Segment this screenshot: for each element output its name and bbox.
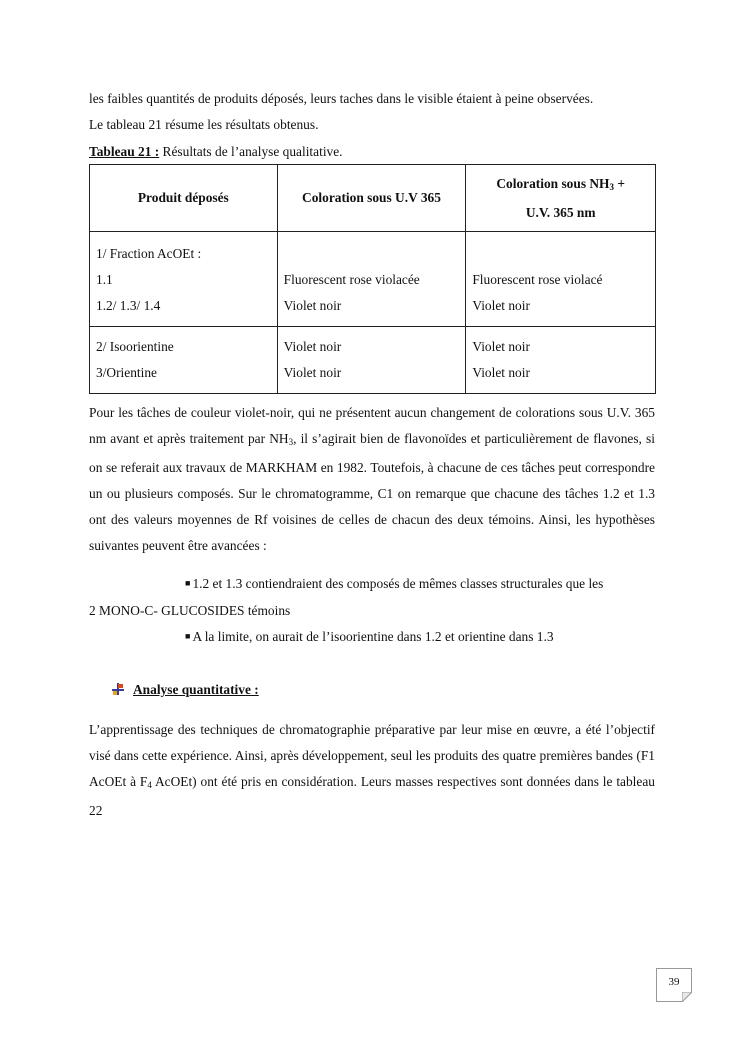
table-cell: Violet noir Violet noir [466, 327, 656, 394]
hypothesis-list [89, 571, 655, 651]
results-table [89, 164, 656, 394]
table-cell: Violet noir Violet noir [277, 327, 466, 394]
table-row [90, 232, 656, 327]
table-cell: Fluorescent rose violacée Violet noir [277, 232, 466, 327]
table-cell: 1/ Fraction AcOEt : 1.1 1.2/ 1.3/ 1.4 [90, 232, 278, 327]
table-header-row [90, 165, 656, 232]
discussion-paragraph: Pour les tâches de couleur violet-noir, qui ne présentent aucun changement de colorations sous U.V. 365 nm avant et après traitement par $NH_3$, il s’agirait bien de flavonoïdes et particulièrement de flavones, si on se referait aux travaux de MARKHAM en 1982. Toutefois, à chacune de ces tâches peut correspondre un ou plusieurs composés. Sur le chromatogramme, C1 on remarque que chacune des tâches 1.2 et 1.3 ont des valeurs moyennes de Rf voisines de celles de chacun des deux témoins. Ainsi, les hypothèses suivantes peuvent être avancées : [89, 405, 656, 553]
header-nh3-uv: Coloration sous $NH_3$ + U.V. 365 nm [466, 165, 656, 232]
list-item-continuation: 2 MONO-C- GLUCOSIDES témoins [89, 603, 291, 618]
table-cell: 2/ Isoorientine 3/Orientine [90, 327, 278, 394]
header-uv365: Coloration sous U.V 365 [277, 165, 466, 232]
table-row [90, 327, 656, 394]
page-fold-icon [682, 992, 692, 1002]
list-item: ■ A la limite, on aurait de l’isoorientine dans 1.2 et orientine dans 1.3 [185, 629, 554, 644]
section-heading: Analyse quantitative : [89, 677, 655, 703]
intro-paragraph [89, 86, 655, 138]
caption-label: Tableau 21 : [89, 144, 160, 159]
square-bullet-icon: ■ [185, 631, 191, 641]
intro-line: Le tableau 21 résume les résultats obtenus. [89, 117, 319, 132]
table-caption [89, 142, 655, 162]
cross-bullet-icon [111, 682, 125, 696]
caption-text: Résultats de l’analyse qualitative. [159, 144, 343, 159]
intro-line: les faibles quantités de produits déposés, leurs taches dans le visible étaient à peine observées. [89, 91, 594, 106]
header-product: Produit déposés [90, 165, 278, 232]
page-content [89, 86, 655, 824]
list-item: ■ 1.2 et 1.3 contiendraient des composés de mêmes classes structurales que les [185, 576, 604, 591]
square-bullet-icon: ■ [185, 578, 191, 588]
quantitative-paragraph: L’apprentissage des techniques de chromatographie préparative par leur mise en œuvre, a été l’objectif visé dans cette expérience. Ainsi, après développement, seul les produits des quatre premières bandes (F1 AcOEt à $F_4$ AcOEt) ont été pris en considération. Leurs masses respectives sont données dans le tableau 22 [89, 722, 655, 818]
page-number: 39 [656, 968, 692, 1002]
table-cell: Fluorescent rose violacé Violet noir [466, 232, 656, 327]
